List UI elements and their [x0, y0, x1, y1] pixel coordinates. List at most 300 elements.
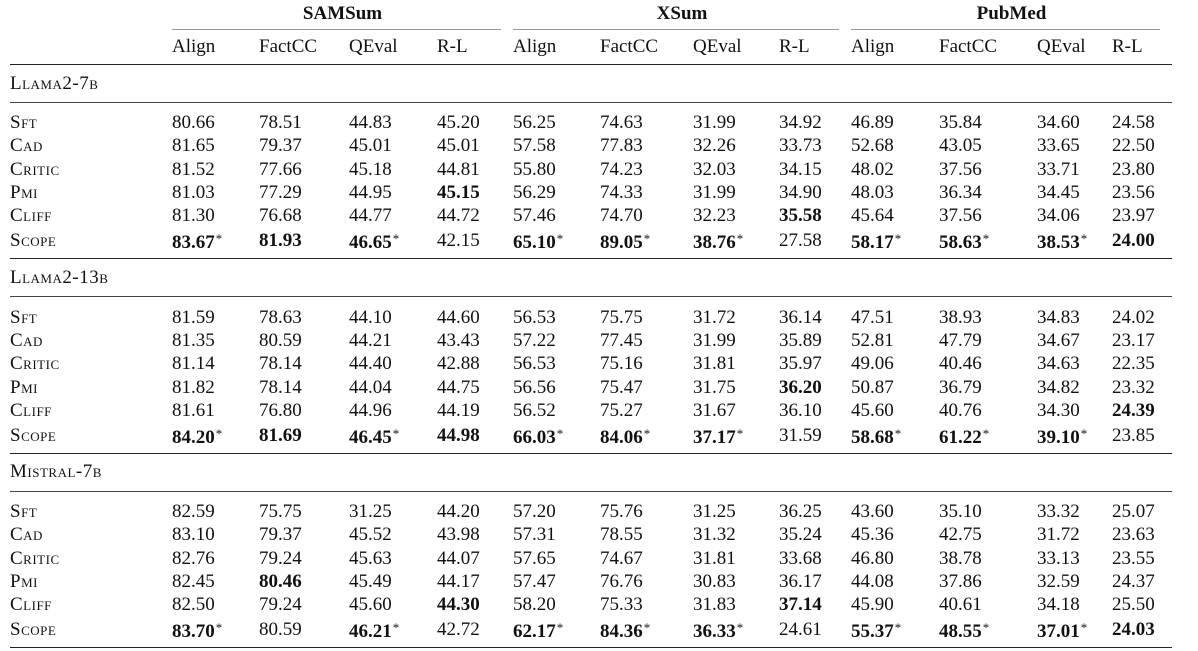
metric-value-cell [693, 204, 779, 227]
metric-value-cell [939, 352, 1037, 375]
best-value: 39.10 [1037, 426, 1080, 448]
model-name: Llama2-7b [10, 65, 1172, 103]
metric-value-cell [851, 547, 939, 570]
value: 23.63 [1112, 524, 1155, 546]
best-value: 48.55 [939, 621, 982, 643]
metric-value-cell [851, 352, 939, 375]
metric-value-cell [259, 352, 349, 375]
value: 42.88 [437, 353, 480, 375]
metric-value-cell [693, 593, 779, 616]
value: 45.60 [349, 594, 392, 616]
best-value: 66.03 [513, 426, 556, 448]
metric-header-samsum-align: Align [172, 30, 259, 65]
value: 44.10 [349, 306, 392, 328]
value: 31.32 [693, 524, 736, 546]
metric-value-cell [1112, 375, 1172, 398]
metric-value-cell [513, 134, 600, 157]
corner-cell [10, 0, 172, 30]
value: 30.83 [693, 571, 736, 592]
metric-value-cell [1112, 181, 1172, 204]
value: 45.52 [349, 524, 392, 546]
metric-value-cell [259, 297, 349, 329]
value: 81.52 [172, 158, 215, 180]
best-value: 61.22 [939, 426, 982, 448]
metric-value-cell [693, 227, 779, 259]
metric-value-cell [939, 375, 1037, 398]
metric-value-cell [600, 491, 693, 523]
model-group-header [10, 65, 1172, 103]
value: 77.66 [259, 158, 302, 180]
value: 34.60 [1037, 112, 1080, 134]
metric-value-cell [1112, 523, 1172, 546]
metric-value-cell [1037, 399, 1112, 422]
metric-value-cell [1112, 422, 1172, 454]
value: 40.46 [939, 353, 982, 375]
method-name: Cad [10, 135, 43, 157]
value: 22.50 [1112, 135, 1155, 157]
method-name: Scope [10, 616, 172, 648]
metric-value-cell [349, 227, 437, 259]
metric-value-cell [851, 158, 939, 181]
significance-marker: * [736, 620, 744, 636]
best-value: 44.98 [437, 424, 480, 446]
value: 38.93 [939, 306, 982, 328]
value: 35.89 [779, 329, 822, 351]
value: 74.70 [600, 205, 643, 227]
metric-value-cell [259, 593, 349, 616]
value: 75.27 [600, 399, 643, 421]
value: 78.63 [259, 306, 302, 328]
metric-value-cell [851, 134, 939, 157]
model-group-header [10, 259, 1172, 297]
significance-marker: * [643, 231, 651, 247]
metric-header-xsum-qeval: QEval [693, 30, 779, 65]
value: 78.55 [600, 524, 643, 546]
value: 31.25 [693, 501, 736, 523]
value: 23.97 [1112, 205, 1155, 227]
value: 33.71 [1037, 158, 1080, 180]
value: 45.01 [437, 135, 480, 157]
best-value: 84.20 [172, 426, 215, 448]
metric-value-cell [693, 547, 779, 570]
metric-value-cell [1112, 204, 1172, 227]
value: 45.01 [349, 135, 392, 157]
value: 42.75 [939, 524, 982, 546]
value: 82.59 [172, 501, 215, 523]
metric-header-samsum-rl: R-L [437, 30, 513, 65]
metric-value-cell [349, 523, 437, 546]
value: 81.14 [172, 353, 215, 375]
value: 79.24 [259, 547, 302, 569]
metric-value-cell [1112, 158, 1172, 181]
significance-marker: * [1080, 620, 1088, 636]
metric-value-cell [851, 491, 939, 523]
best-value: 38.53 [1037, 232, 1080, 254]
value: 44.19 [437, 399, 480, 421]
value: 31.83 [693, 594, 736, 616]
value: 44.75 [437, 376, 480, 398]
metric-value-cell [779, 352, 851, 375]
metric-value-cell [851, 329, 939, 352]
value: 56.29 [513, 182, 556, 204]
metric-value-cell [779, 158, 851, 181]
best-value: 24.39 [1112, 399, 1155, 421]
metric-value-cell [437, 297, 513, 329]
metric-value-cell [172, 158, 259, 181]
metric-value-cell [259, 227, 349, 259]
metric-value-cell [349, 158, 437, 181]
metric-value-cell [779, 523, 851, 546]
value: 44.60 [437, 306, 480, 328]
metric-value-cell [779, 204, 851, 227]
dataset-header-xsum: XSum [513, 0, 851, 30]
metric-value-cell [437, 593, 513, 616]
metric-value-cell [693, 158, 779, 181]
value: 36.17 [779, 571, 822, 592]
metric-value-cell [349, 593, 437, 616]
method-name: Critic [10, 547, 60, 569]
value: 81.59 [172, 306, 215, 328]
metric-value-cell [939, 158, 1037, 181]
value: 76.76 [600, 571, 643, 592]
metric-value-cell [513, 593, 600, 616]
metric-header-pubmed-align: Align [851, 30, 939, 65]
value: 31.59 [779, 424, 822, 446]
metric-value-cell [1112, 329, 1172, 352]
value: 35.84 [939, 112, 982, 134]
metric-value-cell [259, 134, 349, 157]
metric-value-cell [939, 134, 1037, 157]
metric-value-cell [513, 329, 600, 352]
metric-value-cell [851, 422, 939, 454]
metric-value-cell [437, 547, 513, 570]
metric-value-cell [693, 616, 779, 648]
metric-value-cell [1112, 570, 1172, 593]
table-row [10, 570, 1172, 593]
method-name: Critic [10, 353, 60, 375]
value: 74.23 [600, 158, 643, 180]
value: 24.37 [1112, 571, 1155, 592]
metric-value-cell [513, 103, 600, 135]
metric-value-cell [600, 204, 693, 227]
value: 44.77 [349, 205, 392, 227]
metric-value-cell [1037, 227, 1112, 259]
value: 83.10 [172, 524, 215, 546]
value: 78.14 [259, 376, 302, 398]
best-value: 58.68 [851, 426, 894, 448]
value: 80.59 [259, 619, 302, 641]
metric-value-cell [259, 329, 349, 352]
metric-value-cell [437, 570, 513, 593]
dataset-header-row [10, 0, 1172, 30]
best-value: 36.20 [779, 376, 822, 398]
metric-header-xsum-rl: R-L [779, 30, 851, 65]
metric-value-cell [437, 134, 513, 157]
value: 35.97 [779, 353, 822, 375]
best-value: 83.70 [172, 621, 215, 643]
metric-value-cell [172, 227, 259, 259]
method-name: Cad [10, 524, 43, 546]
value: 81.61 [172, 399, 215, 421]
metric-value-cell [259, 570, 349, 593]
best-value: 58.63 [939, 232, 982, 254]
value: 79.37 [259, 135, 302, 157]
metric-value-cell [349, 134, 437, 157]
significance-marker: * [392, 620, 400, 636]
metric-value-cell [437, 181, 513, 204]
value: 80.59 [259, 329, 302, 351]
value: 75.76 [600, 501, 643, 523]
value: 43.43 [437, 329, 480, 351]
metric-value-cell [600, 570, 693, 593]
value: 36.34 [939, 182, 982, 204]
value: 57.65 [513, 547, 556, 569]
value: 45.90 [851, 594, 894, 616]
metric-value-cell [1112, 227, 1172, 259]
value: 23.80 [1112, 158, 1155, 180]
metric-value-cell [1037, 204, 1112, 227]
metric-value-cell [939, 523, 1037, 546]
value: 24.58 [1112, 112, 1155, 134]
metric-value-cell [600, 593, 693, 616]
value: 81.30 [172, 205, 215, 227]
value: 31.25 [349, 501, 392, 523]
metric-value-cell [172, 329, 259, 352]
value: 75.16 [600, 353, 643, 375]
metric-value-cell [851, 570, 939, 593]
metric-value-cell [513, 375, 600, 398]
best-value: 46.45 [349, 426, 392, 448]
value: 43.98 [437, 524, 480, 546]
metric-value-cell [437, 204, 513, 227]
value: 34.30 [1037, 399, 1080, 421]
metric-value-cell [779, 593, 851, 616]
metric-value-cell [1112, 399, 1172, 422]
best-value: 36.33 [693, 621, 736, 643]
significance-marker: * [215, 231, 223, 247]
value: 74.33 [600, 182, 643, 204]
metric-value-cell [1037, 491, 1112, 523]
metric-value-cell [1112, 103, 1172, 135]
value: 31.75 [693, 376, 736, 398]
value: 34.15 [779, 158, 822, 180]
metric-value-cell [1112, 616, 1172, 648]
value: 44.83 [349, 112, 392, 134]
metric-value-cell [513, 158, 600, 181]
value: 57.47 [513, 571, 556, 592]
metric-value-cell [939, 422, 1037, 454]
value: 34.82 [1037, 376, 1080, 398]
metric-value-cell [513, 297, 600, 329]
metric-value-cell [172, 616, 259, 648]
metric-value-cell [851, 616, 939, 648]
value: 43.60 [851, 501, 894, 523]
method-name: Cliff [10, 205, 52, 227]
metric-value-cell [349, 422, 437, 454]
best-value: 46.21 [349, 621, 392, 643]
significance-marker: * [392, 231, 400, 247]
value: 44.20 [437, 501, 480, 523]
best-value: 44.30 [437, 594, 480, 616]
value: 44.08 [851, 571, 894, 592]
metric-value-cell [513, 616, 600, 648]
value: 31.72 [693, 306, 736, 328]
table-row [10, 158, 1172, 181]
metric-value-cell [172, 181, 259, 204]
metric-value-cell [259, 523, 349, 546]
value: 74.63 [600, 112, 643, 134]
value: 42.72 [437, 619, 480, 641]
metric-value-cell [851, 297, 939, 329]
best-value: 37.14 [779, 594, 822, 616]
value: 34.83 [1037, 306, 1080, 328]
value: 33.13 [1037, 547, 1080, 569]
value: 35.10 [939, 501, 982, 523]
value: 34.06 [1037, 205, 1080, 227]
metric-value-cell [172, 103, 259, 135]
metric-value-cell [1112, 134, 1172, 157]
metric-value-cell [693, 181, 779, 204]
best-value: 24.00 [1112, 230, 1155, 252]
value: 37.56 [939, 205, 982, 227]
value: 56.53 [513, 306, 556, 328]
value: 24.02 [1112, 306, 1155, 328]
dataset-header-samsum: SAMSum [172, 0, 513, 30]
metric-value-cell [437, 103, 513, 135]
metric-value-cell [513, 547, 600, 570]
value: 22.35 [1112, 353, 1155, 375]
significance-marker: * [894, 425, 902, 441]
metric-value-cell [172, 352, 259, 375]
metric-value-cell [851, 523, 939, 546]
best-value: 62.17 [513, 621, 556, 643]
metric-value-cell [1112, 352, 1172, 375]
metric-value-cell [513, 422, 600, 454]
metric-value-cell [939, 547, 1037, 570]
metric-value-cell [939, 181, 1037, 204]
metric-value-cell [600, 227, 693, 259]
value: 23.32 [1112, 376, 1155, 398]
metric-value-cell [172, 491, 259, 523]
value: 81.82 [172, 376, 215, 398]
table-row [10, 297, 1172, 329]
metric-value-cell [693, 352, 779, 375]
metric-value-cell [851, 593, 939, 616]
value: 46.89 [851, 112, 894, 134]
metric-value-cell [1037, 616, 1112, 648]
metric-value-cell [1037, 593, 1112, 616]
metric-value-cell [939, 103, 1037, 135]
metric-value-cell [693, 375, 779, 398]
value: 57.22 [513, 329, 556, 351]
method-name: Scope [10, 227, 172, 259]
value: 45.36 [851, 524, 894, 546]
table-row [10, 547, 1172, 570]
metric-value-cell [939, 491, 1037, 523]
value: 56.53 [513, 353, 556, 375]
value: 77.29 [259, 182, 302, 204]
metric-value-cell [779, 329, 851, 352]
metric-value-cell [349, 329, 437, 352]
value: 56.56 [513, 376, 556, 398]
significance-marker: * [982, 425, 990, 441]
metric-value-cell [259, 399, 349, 422]
value: 48.03 [851, 182, 894, 204]
value: 82.45 [172, 571, 215, 592]
metric-value-cell [1037, 103, 1112, 135]
metric-value-cell [939, 570, 1037, 593]
best-value: 46.65 [349, 232, 392, 254]
metric-value-cell [1112, 491, 1172, 523]
metric-value-cell [172, 204, 259, 227]
value: 57.58 [513, 135, 556, 157]
metric-value-cell [600, 103, 693, 135]
value: 33.73 [779, 135, 822, 157]
results-table [10, 0, 1172, 648]
metric-value-cell [851, 204, 939, 227]
value: 23.85 [1112, 424, 1155, 446]
value: 44.96 [349, 399, 392, 421]
value: 25.07 [1112, 501, 1155, 523]
value: 74.67 [600, 547, 643, 569]
metric-value-cell [939, 616, 1037, 648]
significance-marker: * [643, 620, 651, 636]
value: 31.99 [693, 182, 736, 204]
method-name: Critic [10, 158, 60, 180]
value: 81.65 [172, 135, 215, 157]
metric-value-cell [172, 593, 259, 616]
value: 24.61 [779, 619, 822, 641]
significance-marker: * [556, 425, 564, 441]
metric-value-cell [600, 422, 693, 454]
significance-marker: * [215, 620, 223, 636]
value: 31.81 [693, 353, 736, 375]
value: 35.24 [779, 524, 822, 546]
value: 78.51 [259, 112, 302, 134]
metric-value-cell [693, 422, 779, 454]
significance-marker: * [1080, 425, 1088, 441]
metric-value-cell [779, 297, 851, 329]
significance-marker: * [556, 231, 564, 247]
value: 34.63 [1037, 353, 1080, 375]
significance-marker: * [894, 231, 902, 247]
value: 44.81 [437, 158, 480, 180]
value: 81.03 [172, 182, 215, 204]
table-row [10, 329, 1172, 352]
value: 34.18 [1037, 594, 1080, 616]
value: 23.56 [1112, 182, 1155, 204]
metric-value-cell [600, 158, 693, 181]
metric-value-cell [437, 422, 513, 454]
metric-value-cell [1037, 297, 1112, 329]
metric-value-cell [513, 181, 600, 204]
value: 32.23 [693, 205, 736, 227]
metric-value-cell [172, 375, 259, 398]
value: 75.47 [600, 376, 643, 398]
metric-value-cell [349, 375, 437, 398]
metric-value-cell [1112, 593, 1172, 616]
metric-value-cell [693, 134, 779, 157]
method-name: Scope [10, 422, 172, 454]
value: 31.99 [693, 112, 736, 134]
metric-value-cell [779, 181, 851, 204]
value: 56.25 [513, 112, 556, 134]
table-row [10, 204, 1172, 227]
value: 27.58 [779, 230, 822, 252]
value: 38.78 [939, 547, 982, 569]
metric-value-cell [779, 375, 851, 398]
value: 23.55 [1112, 547, 1155, 569]
